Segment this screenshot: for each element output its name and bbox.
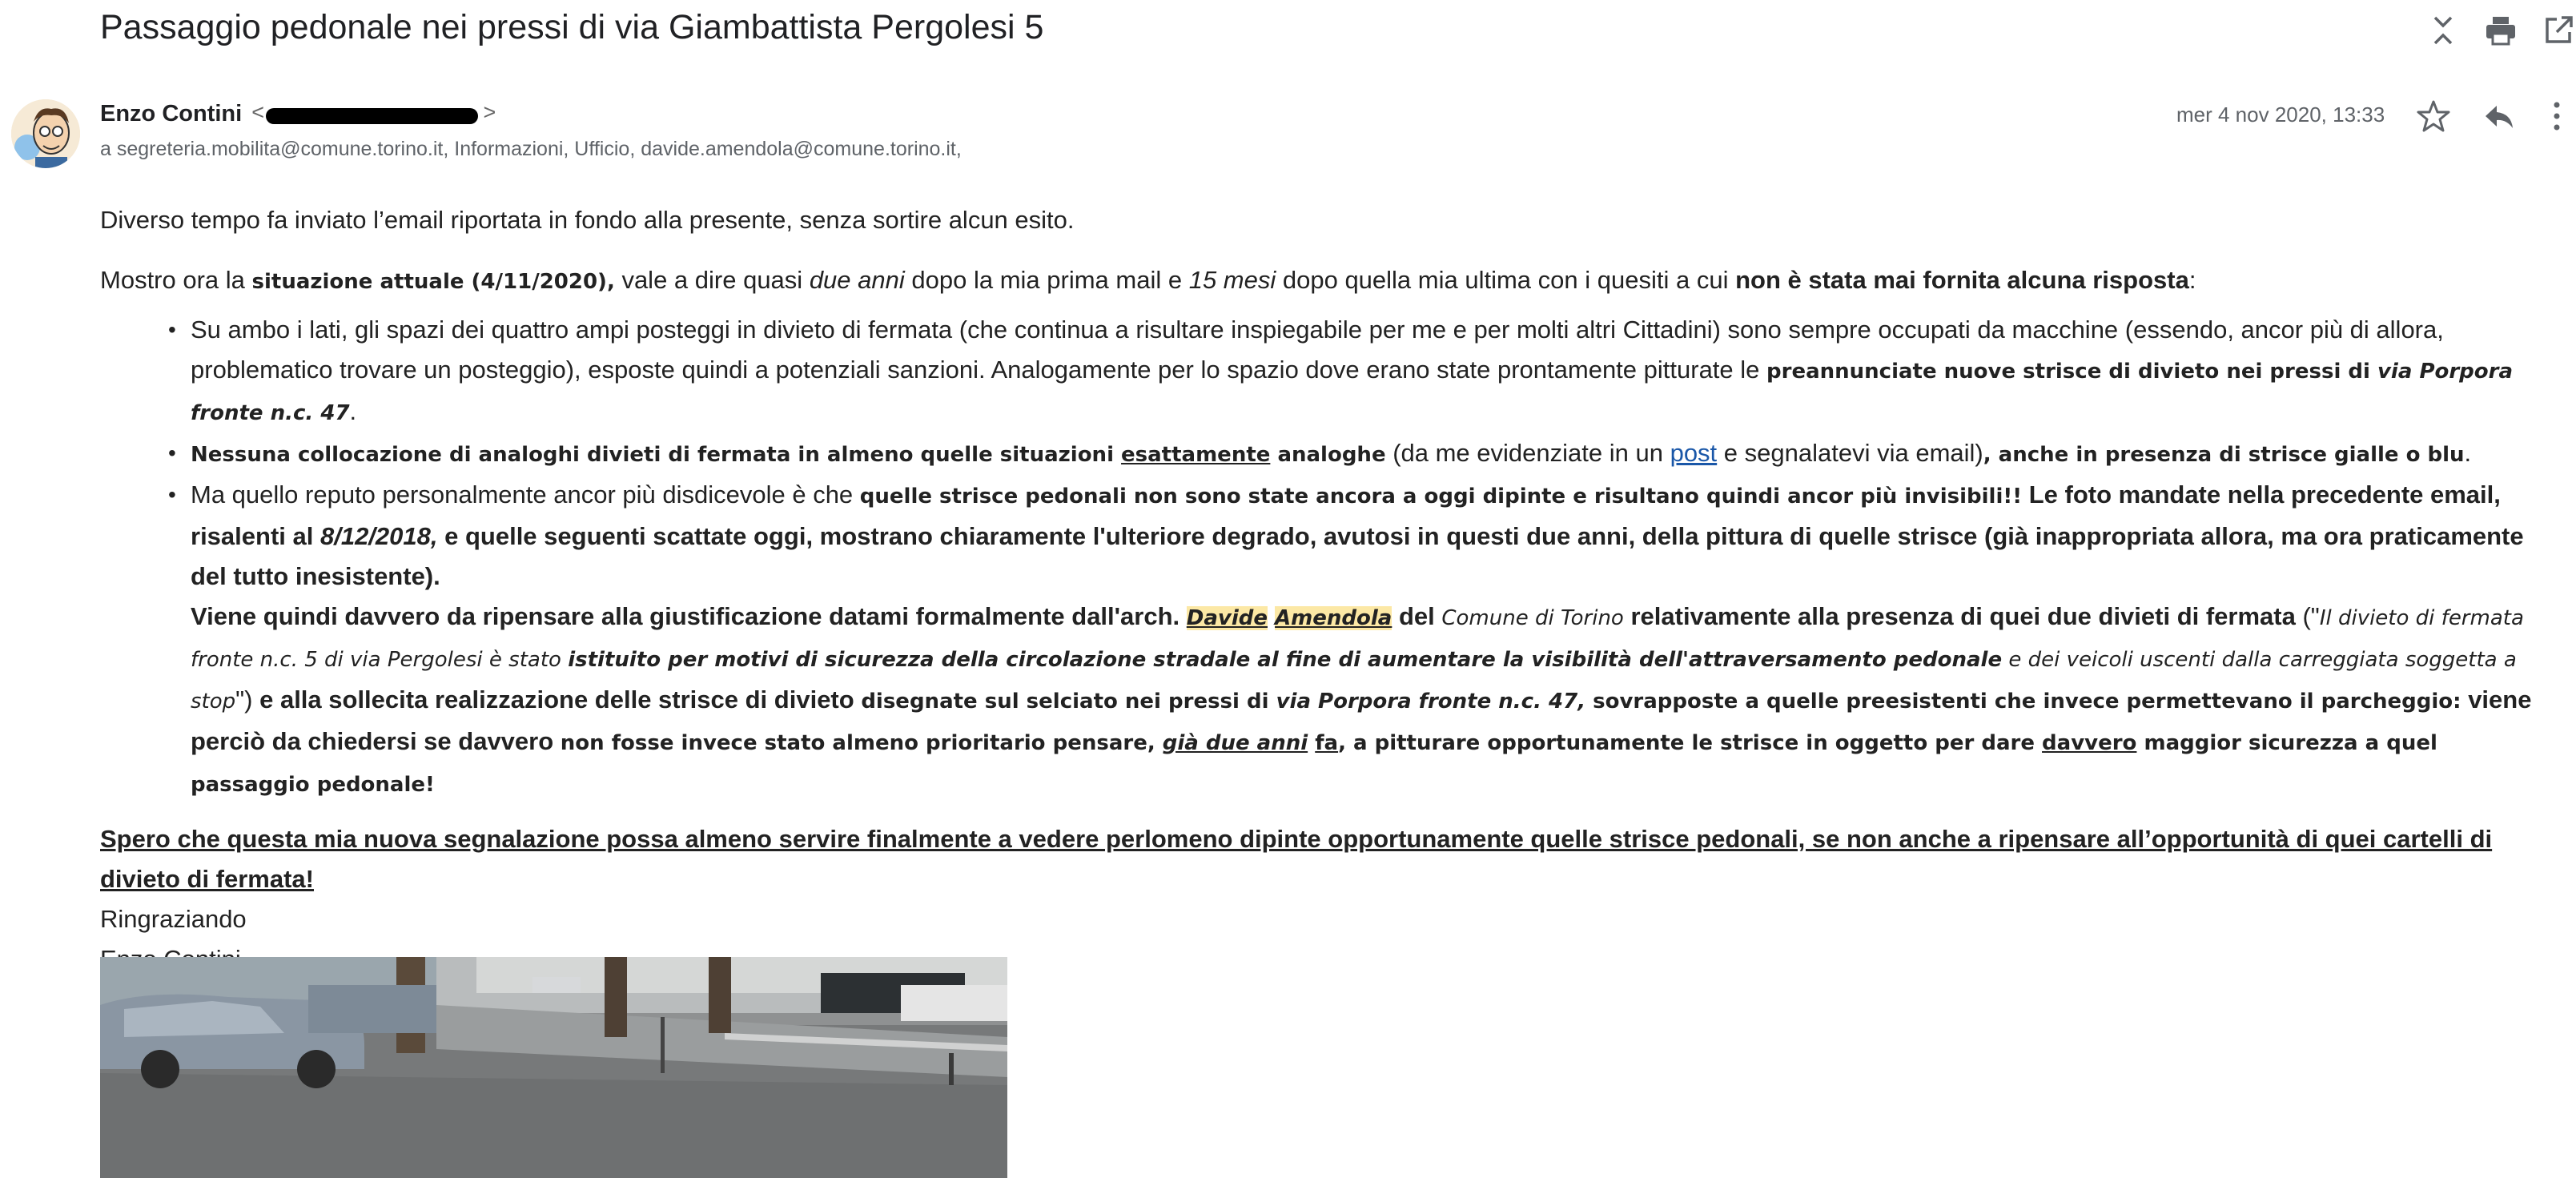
address-close-bracket: >	[483, 100, 496, 125]
star-icon[interactable]	[2415, 98, 2452, 135]
sender-address-redacted	[251, 100, 496, 126]
sender-line	[100, 101, 496, 127]
reply-icon[interactable]	[2481, 98, 2518, 135]
thanks-line: Ringraziando	[100, 905, 247, 933]
email-subject: Passaggio pedonale nei pressi di via Giambattista Pergolesi 5	[100, 8, 1044, 46]
recipients[interactable]: a segreteria.mobilita@comune.torino.it, Informazioni, Ufficio, davide.amendola@comune.torino.it,	[100, 138, 962, 160]
street-photo[interactable]	[100, 957, 1007, 1178]
message-date: mer 4 nov 2020, 13:33	[2176, 103, 2385, 127]
open-in-new-icon[interactable]	[2541, 13, 2576, 48]
list-item: • Su ambo i lati, gli spazi dei quattro ampi posteggi in divieto di fermata (che continua a risultare inspiegabile per me e per molti altri Cittadini) sono sempre occupati da macchine (essendo, ancor più di allora, problematico trovare un posteggio), esposte quindi a potenziali sanzioni. Analogamente per lo spazio dove erano state prontamente pitturate le preannunciate nuove strisce di divieto nei pressi di via Porpora fronte n.c. 47.	[191, 310, 2550, 433]
closing-paragraph: Spero che questa mia nuova segnalazione possa almeno servire finalmente a vedere perlomeno dipinte opportunamente quelle strisce pedonali, se non anche a ripensare all’opportunità di quei cartelli di divieto di fermata!	[100, 825, 2493, 893]
list-item: • Ma quello reputo personalmente ancor più disdicevole è che quelle strisce pedonali non sono state ancora a oggi dipinte e risultano quindi ancor più invisibili!! Le foto mandate nella precedente email, risalenti al 8/12/2018, e quelle seguenti scattate oggi, mostrano chiaramente l'ulteriore degrado, avutosi in questi due anni, della pittura di quelle strisce (già inappropriata allora, ma ora praticamente del tutto inesistente). Viene quindi davvero da ripensare alla giustificazione datami formalmente dall'arch. Davide Amendola del Comune di Torino relativamente alla presenza di quei due divieti di fermata ("Il divieto di fermata fronte n.c. 5 di via Pergolesi è stato istituito per motivi di sicurezza della circolazione stradale al fine di aumentare la visibilità dell'attraversamento pedonale e dei veicoli uscenti dalla carreggiata soggetta a stop") e alla sollecita realizzazione delle strisce di divieto disegnate sul selciato nei pressi di via Porpora fronte n.c. 47, sovrapposte a quelle preesistenti che invece permettevano il parcheggio: viene perciò da chiedersi se davvero non fosse invece stato almeno prioritario pensare, già due anni fa, a pitturare opportunamente le strisce in oggetto per dare davvero maggior sicurezza a quel passaggio pedonale!	[191, 475, 2550, 805]
print-icon[interactable]	[2483, 13, 2518, 48]
email-body	[100, 200, 2550, 979]
avatar	[11, 99, 80, 168]
address-open-bracket: <	[251, 100, 265, 125]
collapse-icon[interactable]	[2425, 13, 2461, 48]
redaction-mark	[266, 108, 478, 124]
list-item: • Nessuna collocazione di analoghi divieti di fermata in almeno quelle situazioni esattamente analoghe (da me evidenziate in un post e segnalatevi via email), anche in presenza di strisce gialle o blu.	[191, 433, 2550, 475]
toolbar	[2425, 11, 2576, 50]
more-options-icon[interactable]	[2545, 98, 2569, 135]
post-link[interactable]: post	[1670, 439, 1718, 467]
paragraph-intro: Diverso tempo fa inviato l’email riportata in fondo alla presente, senza sortire alcun esito.	[100, 206, 1075, 234]
sender-name[interactable]: Enzo Contini	[100, 101, 243, 127]
bullet-list	[100, 310, 2550, 805]
paragraph-status: Mostro ora la situazione attuale (4/11/2020), vale a dire quasi due anni dopo la mia prima mail e 15 mesi dopo quella mia ultima con i quesiti a cui non è stata mai fornita alcuna risposta:	[100, 266, 2196, 294]
